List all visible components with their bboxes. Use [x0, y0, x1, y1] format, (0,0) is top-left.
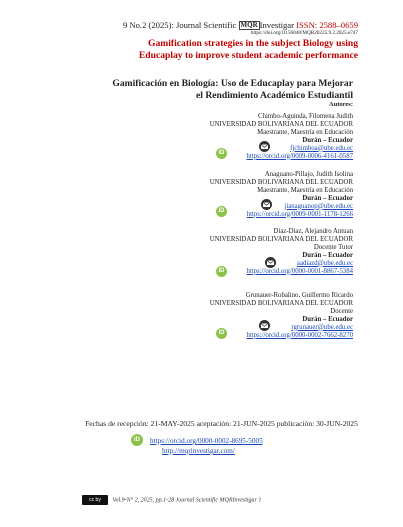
- mqr-logo-icon: MQR: [240, 21, 258, 29]
- author-block: [160, 292, 353, 339]
- orcid-icon[interactable]: iD: [131, 434, 143, 446]
- author-orcid-link[interactable]: https://orcid.org/0009-0001-1178-1266: [246, 210, 353, 218]
- doi-link[interactable]: https://doi.org/10.56048/MQR20225.9.2.2025.e747: [250, 30, 358, 36]
- author-email[interactable]: fjchimboa@ube.edu.ec: [290, 144, 353, 152]
- author-email[interactable]: aadiazd@ube.edu.ec: [296, 259, 353, 267]
- envelope-icon: [264, 257, 277, 268]
- author-orcid-link[interactable]: https://orcid.org/0000-0002-7662-8270: [246, 331, 353, 339]
- orcid-icon[interactable]: iD: [216, 328, 227, 339]
- author-name: Chimbo-Aguinda, Filomena Judith: [258, 113, 353, 120]
- author-block: [160, 113, 353, 160]
- author-city: Durán – Ecuador: [302, 194, 353, 202]
- page-footer: [82, 495, 343, 505]
- orcid-icon[interactable]: iD: [216, 148, 227, 159]
- author-role: Maestrante, Maestría en Educación: [257, 128, 353, 136]
- journal-name: Investigar: [259, 20, 294, 30]
- author-role: Maestrante, Maestría en Educación: [257, 186, 353, 194]
- cc-license-icon: cc by: [82, 495, 108, 505]
- author-affiliation: UNIVERSIDAD BOLIVARIANA DEL ECUADOR: [209, 178, 353, 186]
- envelope-icon: [258, 141, 271, 152]
- author-orcid-link[interactable]: https://orcid.org/0000-0001-8867-5384: [246, 267, 353, 275]
- author-city: Durán – Ecuador: [302, 315, 353, 323]
- author-role: Docente Tutor: [313, 243, 353, 251]
- journal-line: [120, 20, 358, 30]
- author-email[interactable]: rgrunauer@ube.edu.ec: [291, 323, 353, 331]
- author-role: Docente: [330, 307, 353, 315]
- author-affiliation: UNIVERSIDAD BOLIVARIANA DEL ECUADOR: [209, 120, 353, 128]
- journal-header: [120, 20, 358, 61]
- footer-text: Vol.9-N° 2, 2025, pp.1-28 Journal Scientific MQRInvestigar 1: [112, 497, 262, 504]
- author-email[interactable]: jianaguanop@ube.edu.ec: [284, 202, 353, 210]
- authors-label: Autores:: [328, 101, 353, 108]
- author-name: Grunauer-Robalino, Guillermo Ricardo: [245, 292, 353, 299]
- author-city: Durán – Ecuador: [302, 136, 353, 144]
- author-affiliation: UNIVERSIDAD BOLIVARIANA DEL ECUADOR: [209, 235, 353, 243]
- envelope-icon: [260, 199, 273, 210]
- author-name: Diaz-Diaz, Alejandro Antuan: [273, 228, 353, 235]
- orcid-icon[interactable]: iD: [216, 266, 227, 277]
- issn-text: ISSN: 2588–0659: [296, 20, 358, 30]
- journal-orcid-link[interactable]: https://orcid.org/0000-0002-8695-5005: [150, 437, 263, 445]
- author-block: [160, 171, 353, 218]
- spanish-title: Gamificación en Biología: Uso de Educaplay para Mejorar el Rendimiento Académico Estudiantil: [112, 78, 353, 101]
- issue-text: 9 No.2 (2025): Journal Scientific: [122, 20, 237, 30]
- journal-website-link[interactable]: http://mqrinvestigar.com/: [162, 447, 235, 455]
- orcid-icon[interactable]: iD: [216, 206, 227, 217]
- author-block: [160, 228, 353, 275]
- author-orcid-link[interactable]: https://orcid.org/0009-0006-4161-0587: [246, 152, 353, 160]
- publication-dates: Fechas de recepción: 21-MAY-2025 aceptación: 21-JUN-2025 publicación: 30-JUN-2025: [85, 419, 358, 428]
- author-affiliation: UNIVERSIDAD BOLIVARIANA DEL ECUADOR: [209, 299, 353, 307]
- author-name: Anaguano-Pillajo, Judith Isolina: [264, 171, 353, 178]
- author-city: Durán – Ecuador: [302, 251, 353, 259]
- english-title: Gamification strategies in the subject Biology using Educaplay to improve student academic performance: [138, 38, 358, 61]
- envelope-icon: [258, 320, 271, 331]
